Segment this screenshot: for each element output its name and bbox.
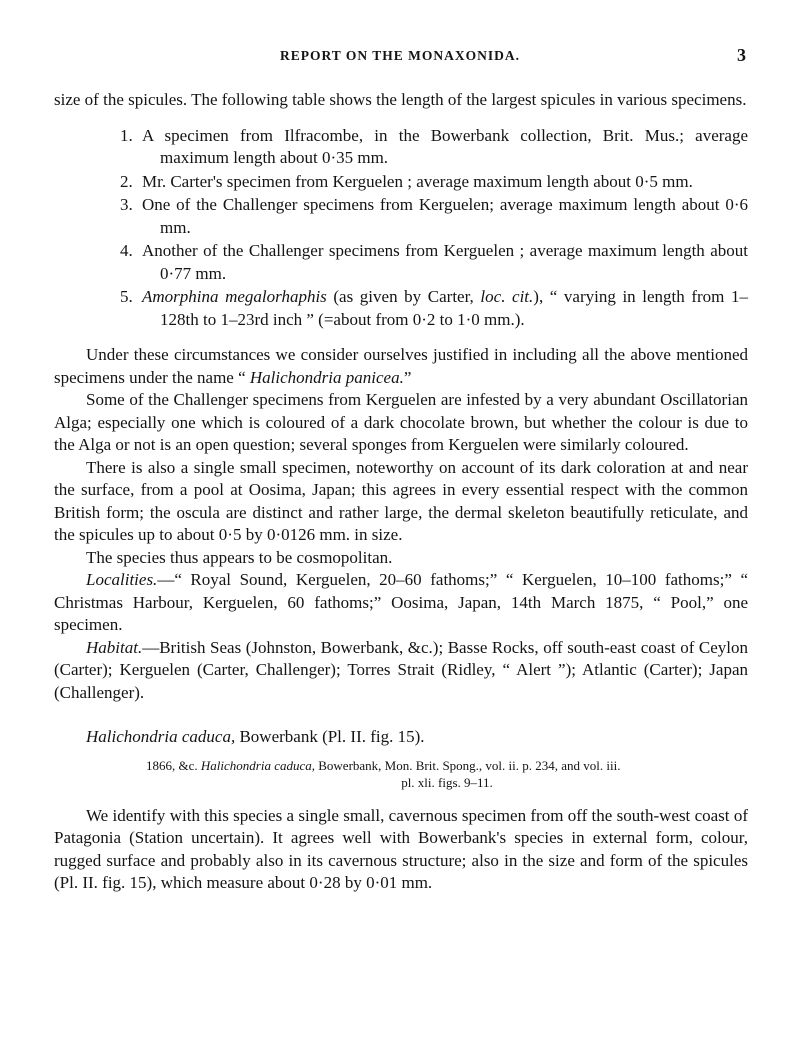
- paragraph-oosima: There is also a single small specimen, noteworthy on account of its dark coloration at and near the surface, from a pool at Oosima, Japan; this agrees in every essential respect with the common British form; the oscula are distinct and rather large, the dermal skeleton beautifully reticulate, and the spicules up to about 0·5 by 0·0126 mm. in size.: [54, 457, 748, 544]
- species-heading: Halichondria caduca, Bowerbank (Pl. II. fig. 15).: [86, 727, 425, 746]
- synonymy: 1866, &c. Halichondria caduca, Bowerbank, Mon. Brit. Spong., vol. ii. p. 234, and vol. iii. pl. xli. figs. 9–11.: [54, 757, 748, 791]
- body-text: [54, 89, 748, 895]
- list-item: [54, 194, 748, 239]
- list-text: One of the Challenger specimens from Kerguelen; average maximum length about 0·6 mm.: [142, 195, 748, 237]
- species-name: Halichondria panicea.: [249, 367, 404, 387]
- list-text: Another of the Challenger specimens from Kerguelen ; average maximum length about 0·77 mm.: [142, 241, 748, 283]
- species-name: Halichondria caduca,: [200, 757, 315, 773]
- paragraph-patagonia: We identify with this species a single small, cavernous specimen from off the south-west coast of Patagonia (Station uncertain). It agrees well with Bowerbank's species in external form, colour, rugged surface and probably also in its cavernous structure; also in the size and form of the spicules (Pl. II. fig. 15), which measure about 0·28 by 0·01 mm.: [54, 805, 748, 892]
- species-name: Halichondria caduca,: [86, 727, 236, 746]
- list-text: ), “ varying in length from 1–128th to 1–23rd inch ” (=about from 0·2 to 1·0 mm.).: [160, 287, 748, 329]
- specimen-list: [54, 125, 748, 332]
- localities-label: Localities.: [86, 570, 158, 589]
- synonymy-continuation: pl. xli. figs. 9–11.: [401, 774, 493, 790]
- intro-paragraph: size of the spicules. The following table shows the length of the largest spicules in various specimens.: [54, 90, 747, 109]
- list-text: (as given by Carter,: [326, 287, 481, 306]
- paragraph-localities: Localities.—“ Royal Sound, Kerguelen, 20–60 fathoms;” “ Kerguelen, 10–100 fathoms;” “ Christmas Harbour, Kerguelen, 60 fathoms;” Oosima, Japan, 14th March 1875, “ Pool,” one specimen.: [54, 570, 748, 634]
- paragraph-cosmopolitan: The species thus appears to be cosmopolitan.: [86, 547, 393, 567]
- paragraph-habitat: Habitat.—British Seas (Johnston, Bowerbank, &c.); Basse Rocks, off south-east coast of Ceylon (Carter); Kerguelen (Carter, Challenger); Torres Strait (Ridley, “ Alert ”); Atlantic (Carter); Japan (Challenger).: [54, 637, 748, 702]
- list-item: [54, 286, 748, 331]
- running-title: REPORT ON THE MONAXONIDA.: [279, 48, 521, 63]
- list-item: [54, 125, 748, 170]
- list-number: 5.: [120, 287, 133, 306]
- list-number: 2.: [120, 171, 133, 191]
- paragraph-circumstances: Under these circumstances we consider ourselves justified in including all the above mentioned specimens under the name “ Halichondria panicea.”: [54, 345, 748, 387]
- page-number: 3: [737, 45, 746, 65]
- list-text: Mr. Carter's specimen from Kerguelen ; average maximum length about 0·5 mm.: [142, 171, 693, 191]
- paragraph-infested: Some of the Challenger specimens from Kerguelen are infested by a very abundant Oscillatorian Alga; especially one which is coloured of a dark chocolate brown, but whether the colour is due to the Alga or not is an open question; several sponges from Kerguelen were similarly coloured.: [54, 390, 748, 454]
- citation-abbrev: loc. cit.: [480, 287, 534, 306]
- list-number: 3.: [120, 195, 133, 214]
- list-item: [54, 240, 748, 285]
- list-number: 4.: [120, 241, 133, 260]
- species-name: Amorphina megalorhaphis: [142, 287, 327, 306]
- list-number: 1.: [120, 125, 133, 145]
- list-item: [54, 171, 748, 194]
- habitat-label: Habitat.: [86, 637, 143, 657]
- list-text: A specimen from Ilfracombe, in the Bowerbank collection, Brit. Mus.; average maximum length about 0·35 mm.: [142, 125, 748, 167]
